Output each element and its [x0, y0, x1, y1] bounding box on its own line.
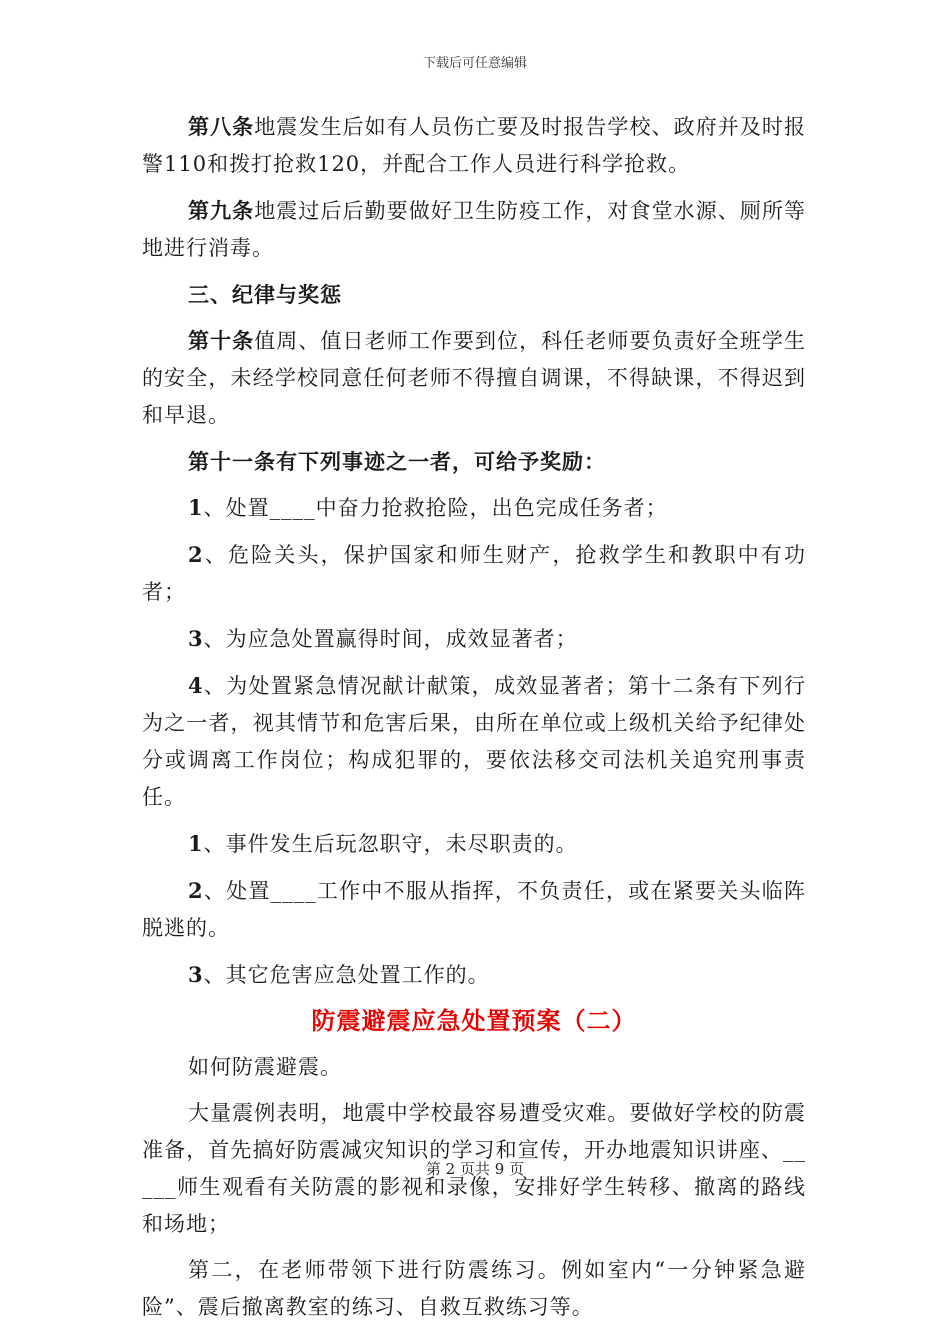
reward-item-3: [142, 620, 806, 658]
article-8-label: 第八条: [188, 114, 255, 139]
reward-item-2: [142, 536, 806, 611]
paragraph-how-to: 如何防震避震。: [188, 1055, 342, 1079]
reward-item-1-text: 、处置____中奋力抢救抢险，出色完成任务者；: [203, 496, 668, 520]
reward-item-3-number: 3: [188, 626, 204, 651]
article-9-text: 地震过后后勤要做好卫生防疫工作，对食堂水源、厕所等地进行消毒。: [142, 199, 807, 260]
reward-item-3-text: 、为应急处置赢得时间，成效显著者；: [203, 627, 578, 651]
paragraph-article-10: [142, 322, 806, 434]
penalty-item-2-number: 2: [188, 878, 204, 903]
paragraph-article-8: [142, 108, 806, 183]
article-10-label: 第十条: [188, 328, 255, 353]
page-header: 下载后可任意编辑: [422, 56, 527, 71]
paragraph-article-9: [142, 192, 806, 267]
penalty-item-1-number: 1: [188, 831, 204, 856]
page-footer: 第 2 页共 9 页: [425, 1160, 525, 1178]
reward-item-1-number: 1: [188, 495, 204, 520]
plan-title: 防震避震应急处置预案（二）: [311, 1006, 637, 1035]
reward-item-4-number: 4: [188, 673, 204, 698]
paragraph-earthquake-cases: 大量震例表明，地震中学校最容易遭受灾难。要做好学校的防震准备，首先搞好防震减灾知识的学习和宣传，开办地震知识讲座、_____师生观看有关防震的影视和录像，安排好学生转移、撤离的路线和场地；: [142, 1101, 806, 1236]
penalty-item-2: [142, 872, 806, 947]
article-9-label: 第九条: [188, 198, 255, 223]
penalty-item-1-text: 、事件发生后玩忽职守，未尽职责的。: [203, 832, 578, 856]
paragraph-drill: 第二，在老师带领下进行防震练习。例如室内“一分钟紧急避险”、震后撤离教室的练习、自救互救练习等。: [142, 1258, 806, 1319]
reward-item-2-number: 2: [188, 542, 204, 567]
reward-item-2-text: 、危险关头，保护国家和师生财产，抢救学生和教职中有功者；: [142, 543, 806, 604]
reward-item-4: [142, 667, 806, 816]
article-10-text: 值周、值日老师工作要到位，科任老师要负责好全班学生的安全，未经学校同意任何老师不得擅自调课，不得缺课，不得迟到和早退。: [142, 329, 807, 427]
penalty-item-3-number: 3: [188, 962, 204, 987]
paragraph-article-11: 第十一条有下列事迹之一者，可给予奖励：: [188, 449, 606, 474]
penalty-item-3: [142, 956, 806, 994]
document-body: [142, 108, 806, 1335]
penalty-item-1: [142, 825, 806, 863]
article-8-text: 地震发生后如有人员伤亡要及时报告学校、政府并及时报警110和拨打抢救120，并配合工作人员进行科学抢救。: [142, 115, 807, 176]
reward-item-4-text: 、为处置紧急情况献计献策，成效显著者；第十二条有下列行为之一者，视其情节和危害后果，由所在单位或上级机关给予纪律处分或调离工作岗位；构成犯罪的，要依法移交司法机关追究刑事责任。: [142, 674, 806, 809]
penalty-item-2-text: 、处置____工作中不服从指挥，不负责任，或在紧要关头临阵脱逃的。: [142, 879, 806, 940]
reward-item-1: [142, 489, 806, 527]
section-heading-discipline: 三、纪律与奖惩: [188, 282, 342, 307]
penalty-item-3-text: 、其它危害应急处置工作的。: [203, 963, 490, 987]
